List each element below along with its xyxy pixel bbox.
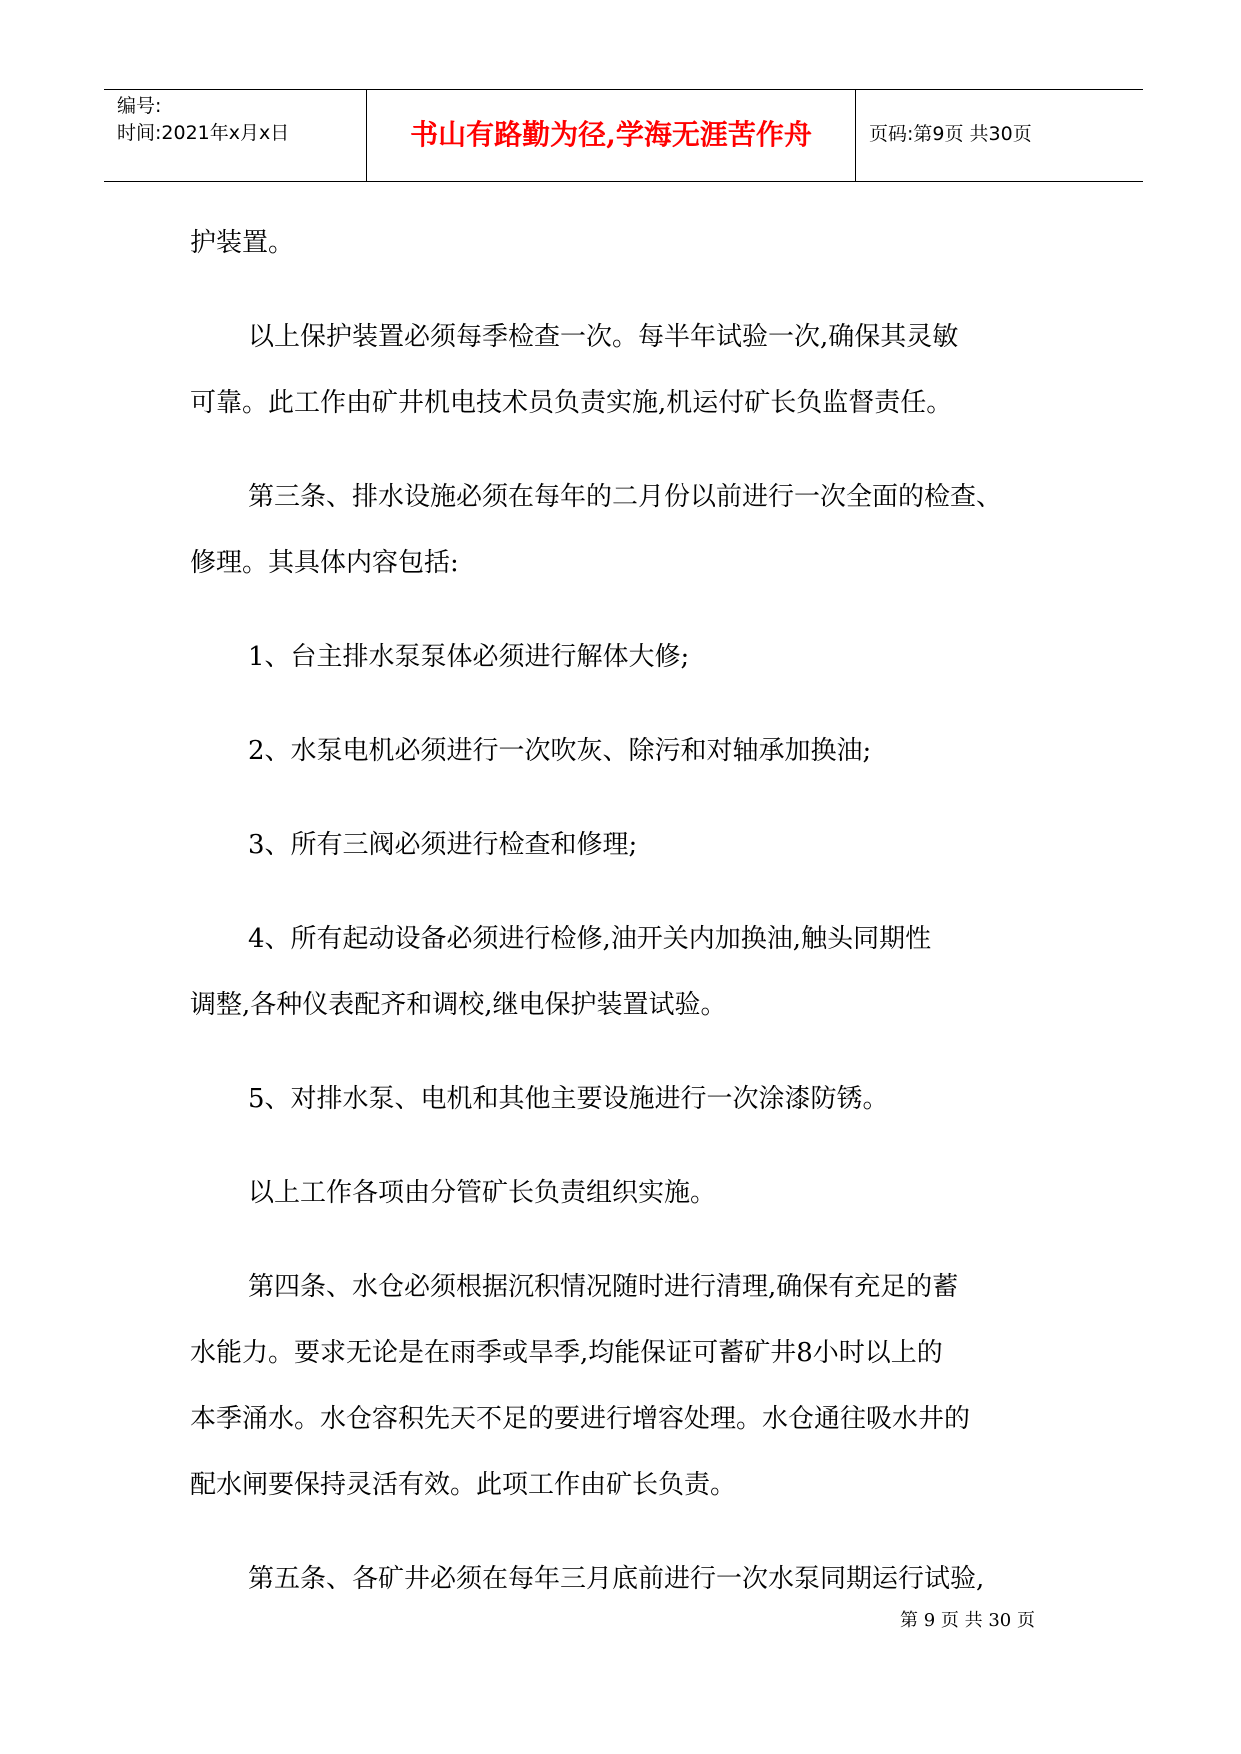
list-item: 3、所有三阀必须进行检查和修理; <box>248 830 638 860</box>
paragraph-line: 配水闸要保持灵活有效。此项工作由矿长负责。 <box>190 1470 737 1500</box>
paragraph-line: 第三条、排水设施必须在每年的二月份以前进行一次全面的检查、 <box>248 482 1003 512</box>
list-item: 调整,各种仪表配齐和调校,继电保护装置试验。 <box>190 990 727 1020</box>
list-item: 1、台主排水泵泵体必须进行解体大修; <box>248 642 690 672</box>
header-page-number: 页码:第9页 共30页 <box>869 123 1032 145</box>
paragraph-line: 可靠。此工作由矿井机电技术员负责实施,机运付矿长负监督责任。 <box>190 388 953 418</box>
paragraph-line: 以上保护装置必须每季检查一次。每半年试验一次,确保其灵敏 <box>248 322 959 352</box>
header-meta <box>104 90 367 181</box>
paragraph-line: 水能力。要求无论是在雨季或旱季,均能保证可蓄矿井8小时以上的 <box>190 1338 943 1368</box>
paragraph-line: 本季涌水。水仓容积先天不足的要进行增容处理。水仓通往吸水井的 <box>190 1404 971 1434</box>
list-item: 4、所有起动设备必须进行检修,油开关内加换油,触头同期性 <box>248 924 932 954</box>
page-footer: 第 9 页 共 30 页 <box>900 1610 1035 1631</box>
list-item: 2、水泵电机必须进行一次吹灰、除污和对轴承加换油; <box>248 736 872 766</box>
paragraph-line: 第四条、水仓必须根据沉积情况随时进行清理,确保有充足的蓄 <box>248 1272 959 1302</box>
paragraph-line: 护装置。 <box>190 228 295 258</box>
paragraph-line: 修理。其具体内容包括: <box>190 548 459 578</box>
list-item: 5、对排水泵、电机和其他主要设施进行一次涂漆防锈。 <box>248 1084 889 1114</box>
page-header <box>104 89 1143 182</box>
header-motto: 书山有路勤为径,学海无涯苦作舟 <box>367 90 856 181</box>
document-number: 编号: <box>117 95 162 117</box>
paragraph-line: 第五条、各矿井必须在每年三月底前进行一次水泵同期运行试验, <box>248 1564 985 1594</box>
document-time: 时间:2021年x月x日 <box>117 122 290 144</box>
paragraph-line: 以上工作各项由分管矿长负责组织实施。 <box>248 1178 717 1208</box>
